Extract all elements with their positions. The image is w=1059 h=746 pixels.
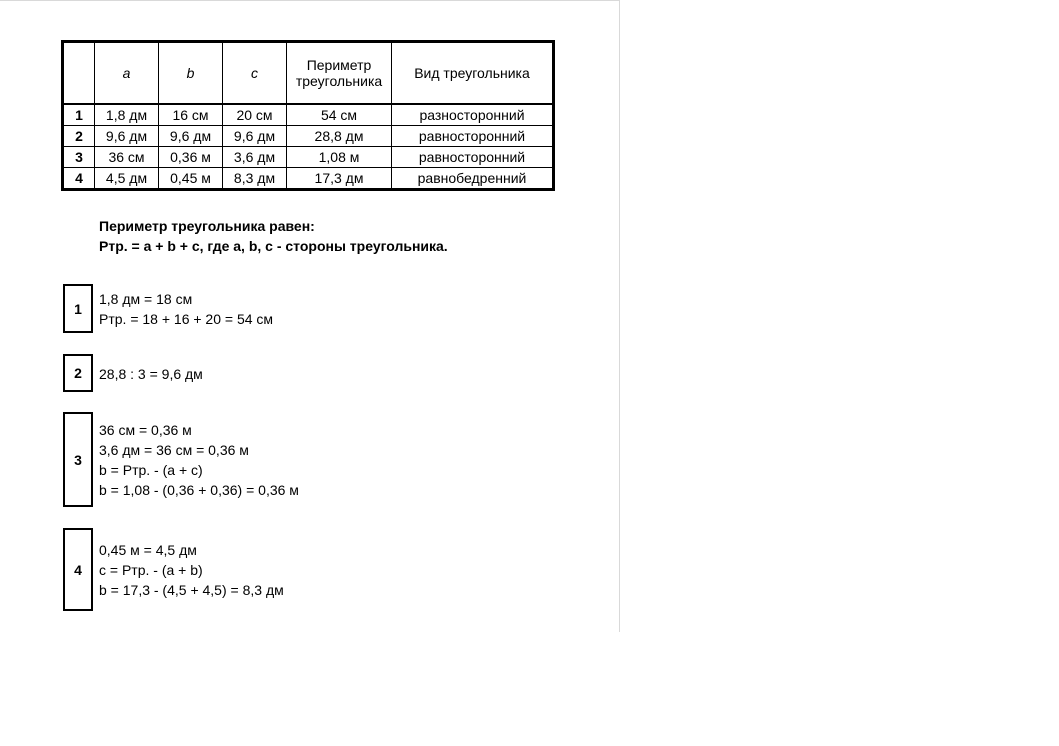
solution-number: 3 [74, 451, 82, 468]
formula-expression: Ртр. = a + b + c, где a, b, c - стороны треугольника. [99, 238, 448, 254]
header-a: a [95, 43, 159, 104]
cell-type: разносторонний [392, 104, 553, 126]
cell-b: 0,45 м [159, 167, 223, 188]
formula-title: Периметр треугольника равен: [99, 218, 315, 234]
table-row [64, 146, 553, 167]
solution-number: 2 [74, 365, 82, 381]
header-type: Вид треугольника [392, 43, 553, 104]
cell-b: 0,36 м [159, 146, 223, 167]
solution-1-text [99, 289, 273, 329]
header-c: c [223, 43, 287, 104]
row-number: 3 [64, 146, 95, 167]
table-row [64, 125, 553, 146]
row-number: 1 [64, 104, 95, 126]
cell-type: равносторонний [392, 146, 553, 167]
cell-a: 36 см [95, 146, 159, 167]
solution-4-number-box [63, 528, 93, 611]
cell-a: 4,5 дм [95, 167, 159, 188]
cell-type: равносторонний [392, 125, 553, 146]
header-index [64, 43, 95, 104]
header-perimeter: Периметр треугольника [287, 43, 392, 104]
solution-line: 28,8 : 3 = 9,6 дм [99, 366, 203, 382]
solution-2-text [99, 364, 203, 384]
solution-line: b = 17,3 - (4,5 + 4,5) = 8,3 дм [99, 582, 284, 598]
solution-4-text [99, 540, 284, 600]
solution-number: 1 [74, 300, 82, 317]
worksheet [0, 0, 620, 632]
cell-perimeter: 28,8 дм [287, 125, 392, 146]
solution-line: 3,6 дм = 36 см = 0,36 м [99, 442, 249, 458]
cell-a: 9,6 дм [95, 125, 159, 146]
cell-perimeter: 54 см [287, 104, 392, 126]
table-row [64, 167, 553, 188]
solution-line: b = 1,08 - (0,36 + 0,36) = 0,36 м [99, 482, 299, 498]
solution-line: 0,45 м = 4,5 дм [99, 542, 197, 558]
header-b: b [159, 43, 223, 104]
perimeter-formula [99, 216, 448, 256]
cell-a: 1,8 дм [95, 104, 159, 126]
solution-line: 36 см = 0,36 м [99, 422, 192, 438]
solution-line: b = Ртр. - (a + c) [99, 462, 203, 478]
cell-c: 8,3 дм [223, 167, 287, 188]
solution-3-text [99, 420, 299, 500]
solution-1-number-box [63, 284, 93, 333]
solution-line: c = Ртр. - (a + b) [99, 562, 203, 578]
solution-line: Ртр. = 18 + 16 + 20 = 54 см [99, 311, 274, 327]
cell-c: 20 см [223, 104, 287, 126]
cell-type: равнобедренний [392, 167, 553, 188]
solution-2-number-box [63, 354, 93, 392]
row-number: 4 [64, 167, 95, 188]
triangles-table [63, 42, 553, 189]
cell-b: 9,6 дм [159, 125, 223, 146]
row-number: 2 [64, 125, 95, 146]
cell-c: 9,6 дм [223, 125, 287, 146]
solution-3-number-box [63, 412, 93, 507]
cell-perimeter: 1,08 м [287, 146, 392, 167]
table-row [64, 104, 553, 126]
cell-b: 16 см [159, 104, 223, 126]
solution-number: 4 [74, 561, 82, 578]
solution-line: 1,8 дм = 18 см [99, 291, 193, 307]
cell-c: 3,6 дм [223, 146, 287, 167]
cell-perimeter: 17,3 дм [287, 167, 392, 188]
table-header-row [64, 43, 553, 104]
